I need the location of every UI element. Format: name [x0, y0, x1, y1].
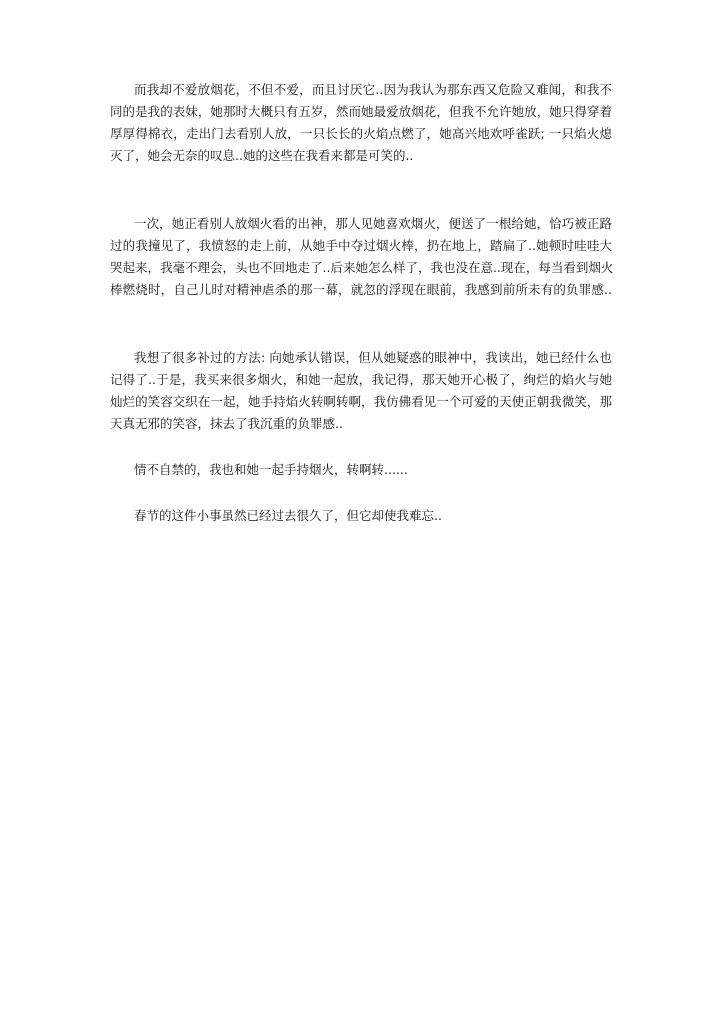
text-line: 灭了，她会无奈的叹息..她的这些在我看来都是可笑的.. — [110, 148, 414, 163]
paragraph-1 — [110, 79, 612, 167]
text-line: 棒燃烧时，自己儿时对精神虐杀的那一幕，就忽的浮现在眼前，我感到前所未有的负罪感.. — [110, 282, 612, 297]
text-line: 厚厚得棉衣，走出门去看别人放，一只长长的火焰点燃了，她高兴地欢呼雀跃; 一只焰火熄 — [110, 126, 612, 141]
document-body — [110, 79, 612, 527]
text-line: 天真无邪的笑容，抹去了我沉重的负罪感.. — [110, 416, 343, 431]
text-line: 哭起来，我毫不理会，头也不回地走了..后来她怎么样了，我也没在意..现在，每当看到烟火 — [110, 260, 614, 275]
paragraph-5 — [110, 505, 612, 527]
paragraph-3 — [110, 347, 612, 435]
text-line: 春节的这件小事虽然已经过去很久了，但它却使我难忘.. — [134, 508, 442, 523]
text-line: 我想了很多补过的方法: 向她承认错误，但从她疑惑的眼神中，我读出，她已经什么也 — [134, 350, 612, 365]
text-line: 而我却不爱放烟花，不但不爱，而且讨厌它..因为我认为那东西又危险又难闻，和我不 — [134, 82, 612, 97]
text-line: 过的我撞见了，我愤怒的走上前，从她手中夺过烟火棒，扔在地上，踏扁了..她顿时哇哇大 — [110, 238, 612, 253]
paragraph-4 — [110, 459, 612, 481]
text-line: 一次，她正看别人放烟火看的出神，那人见她喜欢烟火，便送了一根给她，恰巧被正路 — [134, 216, 612, 231]
text-line: 记得了..于是，我买来很多烟火，和她一起放，我记得，那天她开心极了，绚烂的焰火与她 — [110, 372, 612, 387]
paragraph-2 — [110, 213, 612, 301]
text-line: 情不自禁的，我也和她一起手持烟火，转啊转...... — [134, 462, 408, 477]
text-line: 同的是我的表妹，她那时大概只有五岁，然而她最爱放烟花，但我不允许她放，她只得穿着 — [110, 104, 612, 119]
text-line: 灿烂的笑容交织在一起，她手持焰火转啊转啊，我仿佛看见一个可爱的天使正朝我微笑，那 — [110, 394, 612, 409]
